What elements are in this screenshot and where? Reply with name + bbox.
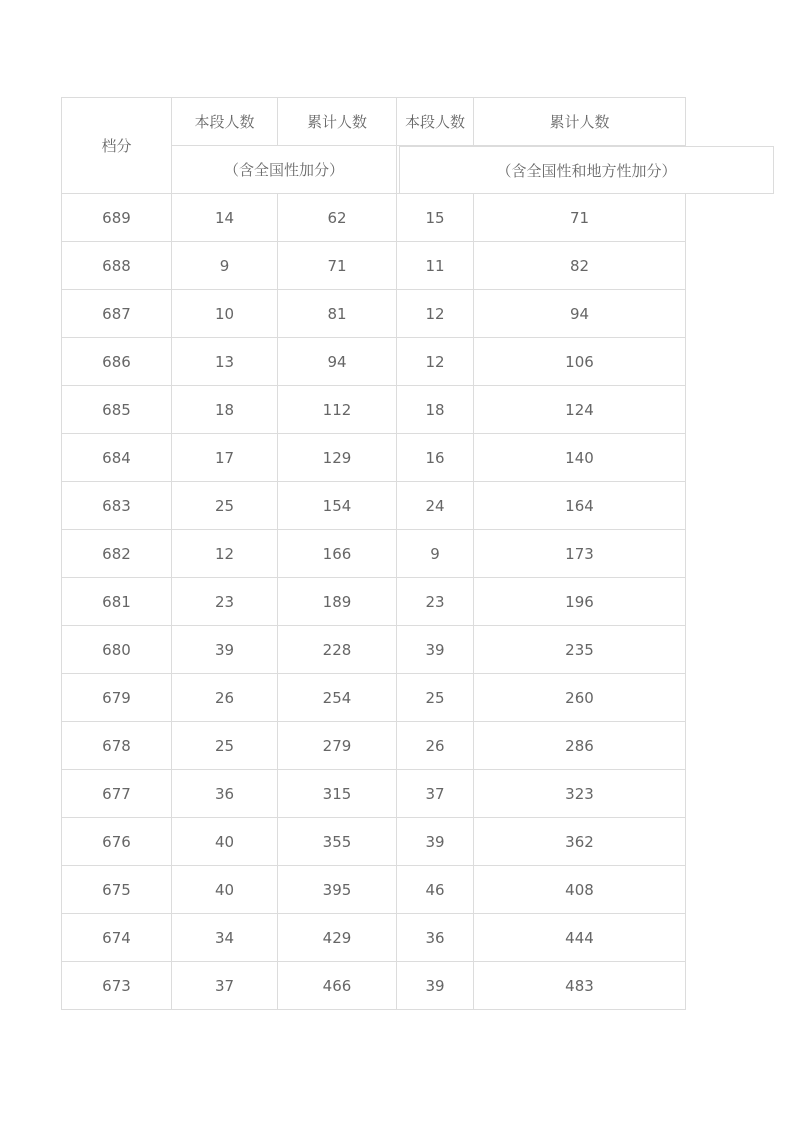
cell-cumulative-count-2: 106	[474, 338, 686, 386]
cell-segment-count-1: 36	[172, 770, 278, 818]
cell-segment-count-1: 13	[172, 338, 278, 386]
table-row	[62, 386, 686, 434]
cell-score: 683	[62, 482, 172, 530]
cell-segment-count-2: 11	[397, 242, 474, 290]
cell-score: 687	[62, 290, 172, 338]
cell-cumulative-count-2: 323	[474, 770, 686, 818]
table-row	[62, 770, 686, 818]
cell-cumulative-count-1: 189	[278, 578, 397, 626]
header-cumulative-count-2: 累计人数	[474, 98, 686, 146]
cell-segment-count-1: 39	[172, 626, 278, 674]
cell-cumulative-count-1: 81	[278, 290, 397, 338]
header-cumulative-count-1: 累计人数	[278, 98, 397, 146]
cell-cumulative-count-1: 94	[278, 338, 397, 386]
cell-cumulative-count-2: 82	[474, 242, 686, 290]
cell-cumulative-count-2: 483	[474, 962, 686, 1010]
cell-segment-count-1: 34	[172, 914, 278, 962]
cell-cumulative-count-2: 196	[474, 578, 686, 626]
cell-score: 680	[62, 626, 172, 674]
table-row	[62, 434, 686, 482]
cell-score: 688	[62, 242, 172, 290]
cell-cumulative-count-1: 71	[278, 242, 397, 290]
cell-segment-count-2: 12	[397, 290, 474, 338]
table-row	[62, 722, 686, 770]
cell-cumulative-count-2: 260	[474, 674, 686, 722]
cell-segment-count-1: 25	[172, 722, 278, 770]
cell-segment-count-2: 36	[397, 914, 474, 962]
cell-cumulative-count-1: 395	[278, 866, 397, 914]
table-row	[62, 578, 686, 626]
table-row	[62, 194, 686, 242]
cell-segment-count-1: 25	[172, 482, 278, 530]
cell-segment-count-1: 12	[172, 530, 278, 578]
header-score: 档分	[62, 98, 172, 194]
cell-cumulative-count-2: 362	[474, 818, 686, 866]
table-row	[62, 914, 686, 962]
cell-score: 677	[62, 770, 172, 818]
cell-cumulative-count-1: 154	[278, 482, 397, 530]
cell-segment-count-2: 9	[397, 530, 474, 578]
table-row	[62, 290, 686, 338]
cell-segment-count-2: 46	[397, 866, 474, 914]
cell-segment-count-1: 23	[172, 578, 278, 626]
cell-score: 673	[62, 962, 172, 1010]
cell-segment-count-2: 25	[397, 674, 474, 722]
cell-score: 684	[62, 434, 172, 482]
header-segment-count-1: 本段人数	[172, 98, 278, 146]
cell-segment-count-1: 14	[172, 194, 278, 242]
cell-cumulative-count-2: 140	[474, 434, 686, 482]
cell-score: 681	[62, 578, 172, 626]
table-row	[62, 818, 686, 866]
cell-score: 689	[62, 194, 172, 242]
cell-cumulative-count-2: 408	[474, 866, 686, 914]
cell-score: 674	[62, 914, 172, 962]
cell-score: 676	[62, 818, 172, 866]
cell-cumulative-count-1: 466	[278, 962, 397, 1010]
cell-segment-count-2: 39	[397, 626, 474, 674]
header-note-national: （含全国性加分）	[172, 146, 397, 194]
cell-cumulative-count-2: 286	[474, 722, 686, 770]
cell-segment-count-2: 39	[397, 818, 474, 866]
table-row	[62, 482, 686, 530]
cell-cumulative-count-1: 254	[278, 674, 397, 722]
cell-cumulative-count-2: 164	[474, 482, 686, 530]
header-row	[62, 98, 686, 146]
cell-score: 679	[62, 674, 172, 722]
cell-score: 686	[62, 338, 172, 386]
cell-segment-count-1: 40	[172, 818, 278, 866]
table-row	[62, 866, 686, 914]
cell-cumulative-count-1: 62	[278, 194, 397, 242]
cell-cumulative-count-1: 228	[278, 626, 397, 674]
cell-cumulative-count-1: 279	[278, 722, 397, 770]
cell-cumulative-count-1: 315	[278, 770, 397, 818]
cell-score: 682	[62, 530, 172, 578]
cell-cumulative-count-1: 112	[278, 386, 397, 434]
cell-segment-count-2: 15	[397, 194, 474, 242]
table-row	[62, 338, 686, 386]
table-row	[62, 962, 686, 1010]
cell-segment-count-1: 18	[172, 386, 278, 434]
cell-cumulative-count-1: 355	[278, 818, 397, 866]
cell-segment-count-1: 10	[172, 290, 278, 338]
cell-cumulative-count-2: 124	[474, 386, 686, 434]
cell-cumulative-count-2: 94	[474, 290, 686, 338]
table-row	[62, 242, 686, 290]
table-row	[62, 530, 686, 578]
table-row	[62, 674, 686, 722]
cell-segment-count-2: 37	[397, 770, 474, 818]
cell-cumulative-count-2: 444	[474, 914, 686, 962]
cell-cumulative-count-2: 71	[474, 194, 686, 242]
cell-segment-count-2: 18	[397, 386, 474, 434]
cell-cumulative-count-1: 129	[278, 434, 397, 482]
cell-cumulative-count-2: 173	[474, 530, 686, 578]
cell-segment-count-2: 12	[397, 338, 474, 386]
header-segment-count-2: 本段人数	[397, 98, 474, 146]
cell-segment-count-1: 40	[172, 866, 278, 914]
cell-score: 678	[62, 722, 172, 770]
cell-segment-count-1: 17	[172, 434, 278, 482]
cell-segment-count-1: 37	[172, 962, 278, 1010]
header-note-national-local: （含全国性和地方性加分）	[399, 146, 774, 194]
score-distribution-table	[61, 97, 686, 1010]
cell-cumulative-count-1: 429	[278, 914, 397, 962]
cell-segment-count-2: 23	[397, 578, 474, 626]
cell-score: 675	[62, 866, 172, 914]
cell-segment-count-2: 24	[397, 482, 474, 530]
cell-segment-count-1: 9	[172, 242, 278, 290]
cell-segment-count-1: 26	[172, 674, 278, 722]
cell-cumulative-count-2: 235	[474, 626, 686, 674]
cell-cumulative-count-1: 166	[278, 530, 397, 578]
cell-segment-count-2: 39	[397, 962, 474, 1010]
table-row	[62, 626, 686, 674]
cell-segment-count-2: 16	[397, 434, 474, 482]
cell-segment-count-2: 26	[397, 722, 474, 770]
cell-score: 685	[62, 386, 172, 434]
